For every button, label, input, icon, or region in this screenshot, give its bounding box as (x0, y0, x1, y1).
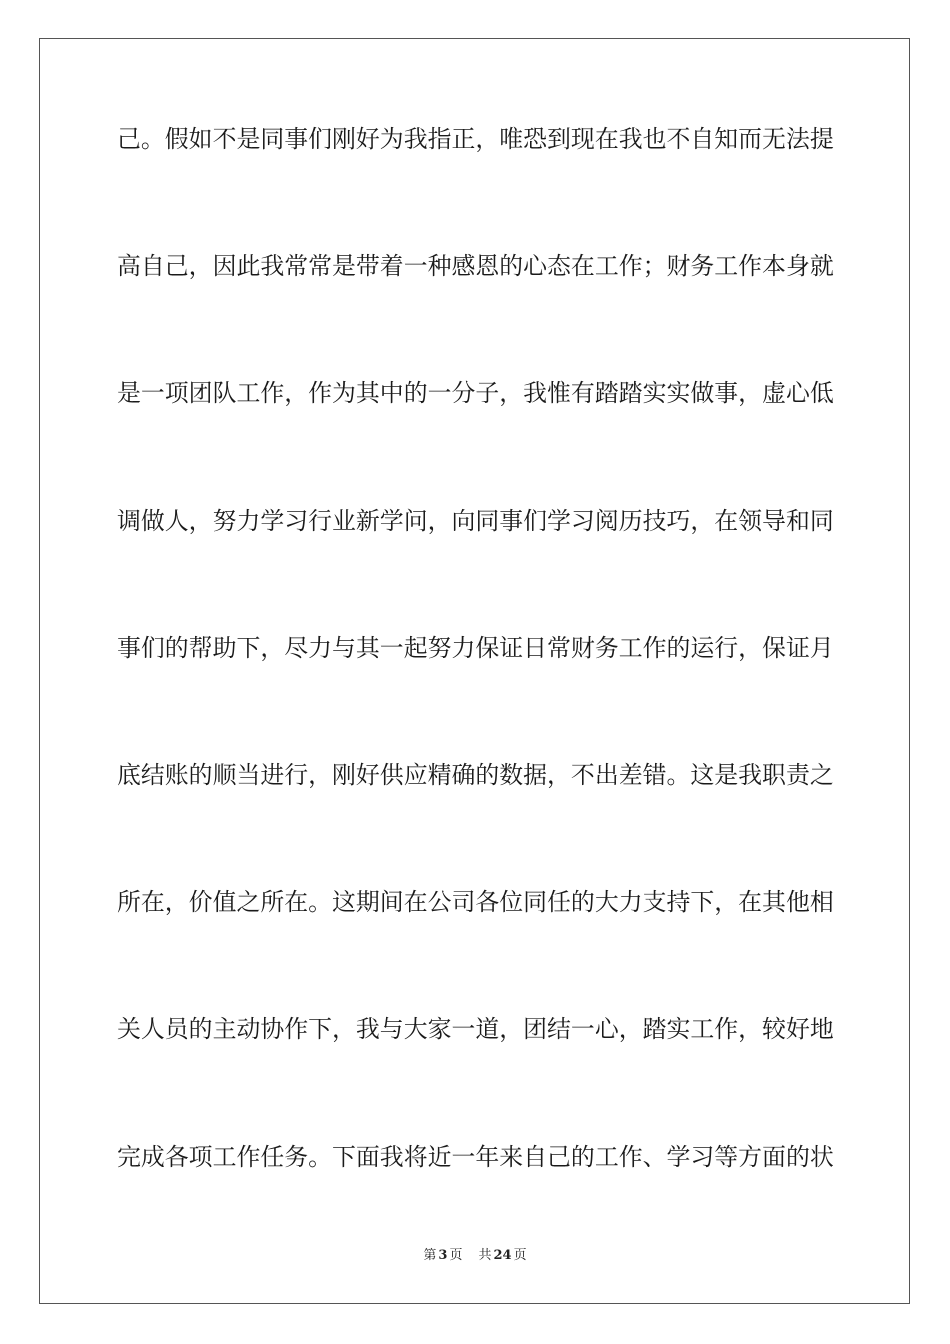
page-footer (0, 1247, 950, 1265)
text-line: 完成各项工作任务。下面我将近一年来自己的工作、学习等方面的状 (117, 1142, 834, 1171)
text-line: 调做人，努力学习行业新学问，向同事们学习阅历技巧，在领导和同 (117, 506, 834, 535)
text-line: 事们的帮助下，尽力与其一起努力保证日常财务工作的运行，保证月 (117, 633, 834, 662)
text-line: 是一项团队工作，作为其中的一分子，我惟有踏踏实实做事，虚心低 (117, 379, 834, 408)
text-line: 底结账的顺当进行，刚好供应精确的数据，不出差错。这是我职责之 (117, 760, 834, 789)
page-total (478, 1248, 526, 1263)
page-prefix: 第 (423, 1248, 437, 1263)
text-line: 关人员的主动协作下，我与大家一道，团结一心，踏实工作，较好地 (117, 1015, 834, 1044)
total-prefix: 共 (478, 1248, 492, 1263)
page-suffix: 页 (449, 1248, 463, 1263)
total-suffix: 页 (513, 1248, 527, 1263)
text-line: 高自己，因此我常常是带着一种感恩的心态在工作；财务工作本身就 (117, 252, 834, 281)
text-line: 所在，价值之所在。这期间在公司各位同任的大力支持下，在其他相 (117, 888, 834, 917)
total-pages: 24 (493, 1248, 512, 1263)
current-page: 3 (438, 1248, 448, 1263)
page-number (423, 1248, 462, 1263)
text-line: 己。假如不是同事们刚好为我指正，唯恐到现在我也不自知而无法提 (117, 125, 834, 153)
document-body (117, 124, 833, 1269)
